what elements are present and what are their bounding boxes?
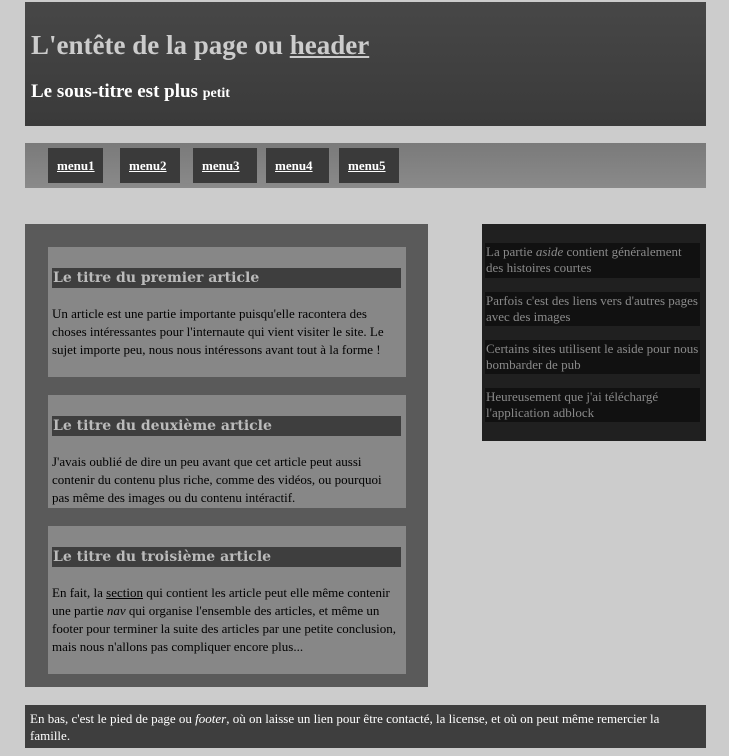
nav-menu1[interactable]: menu1 — [48, 148, 103, 183]
page-subtitle — [31, 81, 230, 105]
aside-item-1 — [485, 243, 700, 278]
aside-panel — [482, 224, 706, 441]
page-subtitle-small: petit — [202, 86, 230, 101]
article-2-title: Le titre du deuxième article — [52, 416, 401, 436]
article-1-title: Le titre du premier article — [52, 268, 401, 288]
aside-item-2: Parfois c'est des liens vers d'autres pages avec des images — [485, 292, 700, 326]
article-1-body: Un article est une partie importante puisqu'elle racontera des choses intéressantes pour l'internaute qui vient visiter le site. Le sujet importe peu, nous nous intéressons avant tout à la forme ! — [52, 306, 384, 357]
nav-menu3[interactable]: menu3 — [193, 148, 257, 183]
article-2-body: J'avais oublié de dire un peu avant que cet article peut aussi contenir du contenu plus riche, comme des vidéos, ou pourquoi pas même des images ou du contenu intéractif. — [52, 454, 382, 505]
footer-em: footer — [195, 711, 227, 726]
aside-item-1-em: aside — [535, 244, 564, 259]
main-nav — [25, 143, 706, 188]
article-3-nav-word: nav — [106, 603, 126, 618]
article-3-body-part3: qui organise l'ensemble des articles, et même un footer pour terminer la suite des articles par une petite conclusion, mais nous n'allons pas compliquer encore plus... — [52, 603, 397, 654]
article-2 — [48, 395, 406, 508]
aside-item-3: Certains sites utilisent le aside pour nous bombarder de pub — [486, 341, 699, 372]
aside-item-1-text-a: La partie — [486, 244, 536, 259]
article-3 — [48, 526, 406, 674]
article-1 — [48, 247, 406, 377]
article-3-body — [52, 584, 402, 656]
articles-section — [25, 224, 428, 687]
article-3-title: Le titre du troisième article — [52, 547, 401, 567]
nav-menu2[interactable]: menu2 — [120, 148, 180, 183]
article-3-body-part2: qui contient les article peut elle même contenir une partie — [52, 585, 390, 618]
page-subtitle-text: Le sous-titre est plus — [31, 81, 203, 102]
nav-menu5[interactable]: menu5 — [339, 148, 399, 183]
footer-text-b: , où on laisse un lien pour être contacté, la license, et où on peut même remercier la famille. — [30, 711, 660, 743]
article-3-body-part1: En fait, la — [52, 585, 107, 600]
aside-item-1-text-b: contient généralement des histoires courtes — [486, 244, 682, 275]
page-title — [31, 30, 369, 60]
page-title-link: header — [289, 30, 370, 60]
article-3-section-word: section — [106, 585, 143, 600]
page-header — [25, 2, 706, 126]
nav-menu4[interactable]: menu4 — [266, 148, 329, 183]
page-footer — [25, 705, 706, 748]
aside-item-4: Heureusement que j'ai téléchargé l'application adblock — [485, 388, 700, 422]
page-title-text: L'entête de la page ou — [31, 30, 290, 60]
footer-text-a: En bas, c'est le pied de page ou — [30, 711, 196, 726]
footer-text — [30, 710, 690, 744]
